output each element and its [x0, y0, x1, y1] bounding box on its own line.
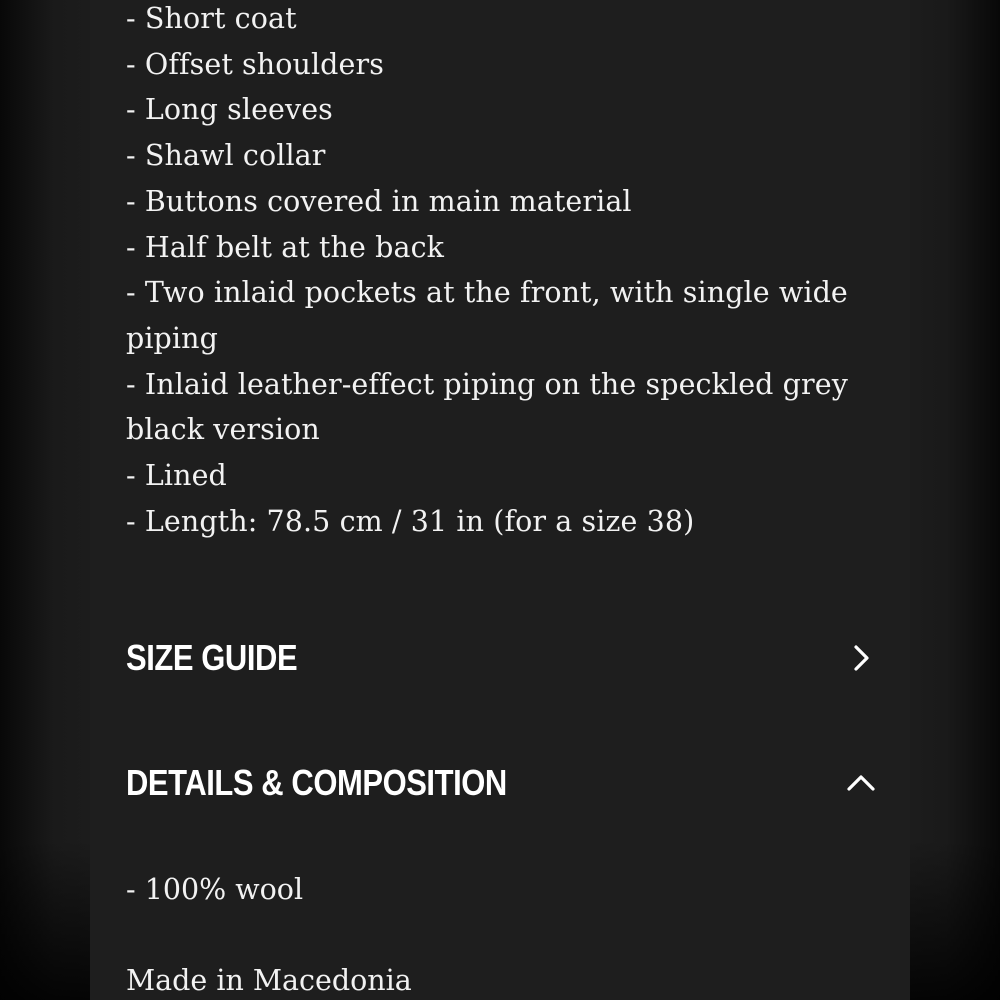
- feature-line: - Two inlaid pockets at the front, with single wide: [126, 276, 848, 310]
- composition-text: - 100% wool: [126, 873, 304, 906]
- feature-line: - Long sleeves: [126, 93, 333, 127]
- feature-line: - Lined: [126, 459, 227, 493]
- size-guide-title: SIZE GUIDE: [126, 637, 298, 678]
- chevron-right-icon[interactable]: [846, 643, 876, 673]
- left-blurred-background: [0, 0, 90, 1000]
- feature-line: - Half belt at the back: [126, 230, 444, 264]
- chevron-up-icon[interactable]: [846, 768, 876, 798]
- details-composition-accordion-header[interactable]: [126, 758, 876, 808]
- feature-line: piping: [126, 321, 218, 355]
- feature-line: - Short coat: [126, 2, 297, 35]
- details-composition-title: DETAILS & COMPOSITION: [126, 762, 507, 803]
- feature-line: - Inlaid leather-effect piping on the speckled grey: [126, 367, 848, 401]
- feature-line: - Offset shoulders: [126, 47, 384, 81]
- feature-line: - Shawl collar: [126, 139, 326, 173]
- feature-line: - Length: 78.5 cm / 31 in (for a size 38): [126, 504, 695, 538]
- origin-text: Made in Macedonia: [126, 964, 412, 997]
- feature-line: black version: [126, 413, 320, 447]
- right-blurred-background: [910, 0, 1000, 1000]
- size-guide-accordion-header[interactable]: [126, 633, 876, 683]
- product-description-list: [126, 0, 886, 544]
- feature-line: - Buttons covered in main material: [126, 184, 632, 218]
- product-info-panel: [90, 0, 910, 1000]
